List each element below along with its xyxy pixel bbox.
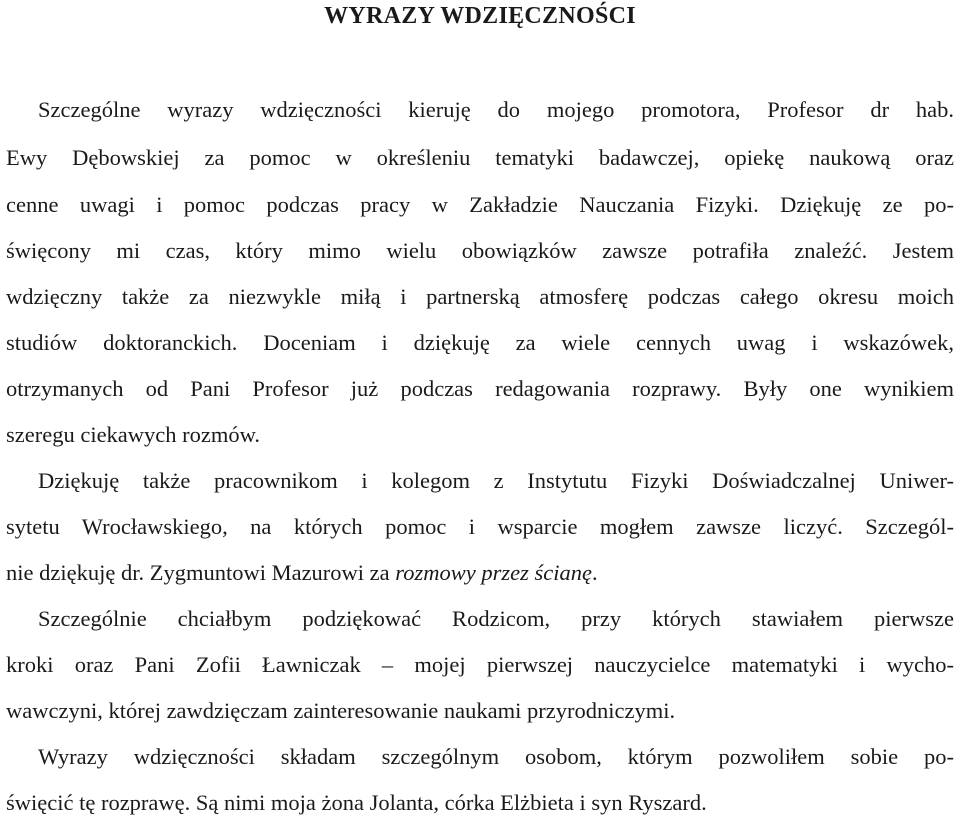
paragraph-2-line-2: sytetu Wrocławskiego, na których pomoc i wsparcie mogłem zawsze liczyć. Szczegól- <box>6 514 954 539</box>
paragraph-1-line-1: Szczególne wyrazy wdzięczności kieruję do mojego promotora, Profesor dr hab. <box>38 97 954 122</box>
paragraph-4-line-2: święcić tę rozprawę. Są nimi moja żona Jolanta, córka Elżbieta i syn Ryszard. <box>6 790 707 815</box>
paragraph-2-line-3-end: . <box>591 560 598 585</box>
paragraph-1-line-2: Ewy Dębowskiej za pomoc w określeniu tematyki badawczej, opiekę naukową oraz <box>6 145 954 170</box>
paragraph-1-line-7: otrzymanych od Pani Profesor już podczas redagowania rozprawy. Były one wynikiem <box>6 376 954 401</box>
paragraph-1-line-4: święcony mi czas, który mimo wielu obowiązków zawsze potrafiła znaleźć. Jestem <box>6 238 954 263</box>
italic-phrase: rozmowy przez ścianę <box>395 560 592 585</box>
paragraph-1-line-5: wdzięczny także za niezwykle miłą i partnerską atmosferę podczas całego okresu moich <box>6 284 954 309</box>
paragraph-3-line-3: wawczyni, której zawdzięczam zainteresowanie naukami przyrodniczymi. <box>6 698 676 723</box>
paragraph-1-line-6: studiów doktoranckich. Doceniam i dziękuję za wiele cennych uwag i wskazówek, <box>6 330 954 355</box>
paragraph-2-line-3 <box>6 560 954 586</box>
paragraph-2-line-3-text: nie dziękuję dr. Zygmuntowi Mazurowi za <box>6 560 396 585</box>
paragraph-3-line-1: Szczególnie chciałbym podziękować Rodzicom, przy których stawiałem pierwsze <box>38 606 954 631</box>
page-title: WYRAZY WDZIĘCZNOŚCI <box>324 3 636 29</box>
paragraph-4-line-1: Wyrazy wdzięczności składam szczególnym osobom, którym pozwoliłem sobie po- <box>38 744 954 769</box>
paragraph-1-line-8: szeregu ciekawych rozmów. <box>6 422 261 447</box>
paragraph-1-line-3: cenne uwagi i pomoc podczas pracy w Zakładzie Nauczania Fizyki. Dziękuję ze po- <box>6 192 954 217</box>
paragraph-2-line-1: Dziękuję także pracownikom i kolegom z Instytutu Fizyki Doświadczalnej Uniwer- <box>38 468 954 493</box>
paragraph-3-line-2: kroki oraz Pani Zofii Ławniczak – mojej pierwszej nauczycielce matematyki i wycho- <box>6 652 954 677</box>
